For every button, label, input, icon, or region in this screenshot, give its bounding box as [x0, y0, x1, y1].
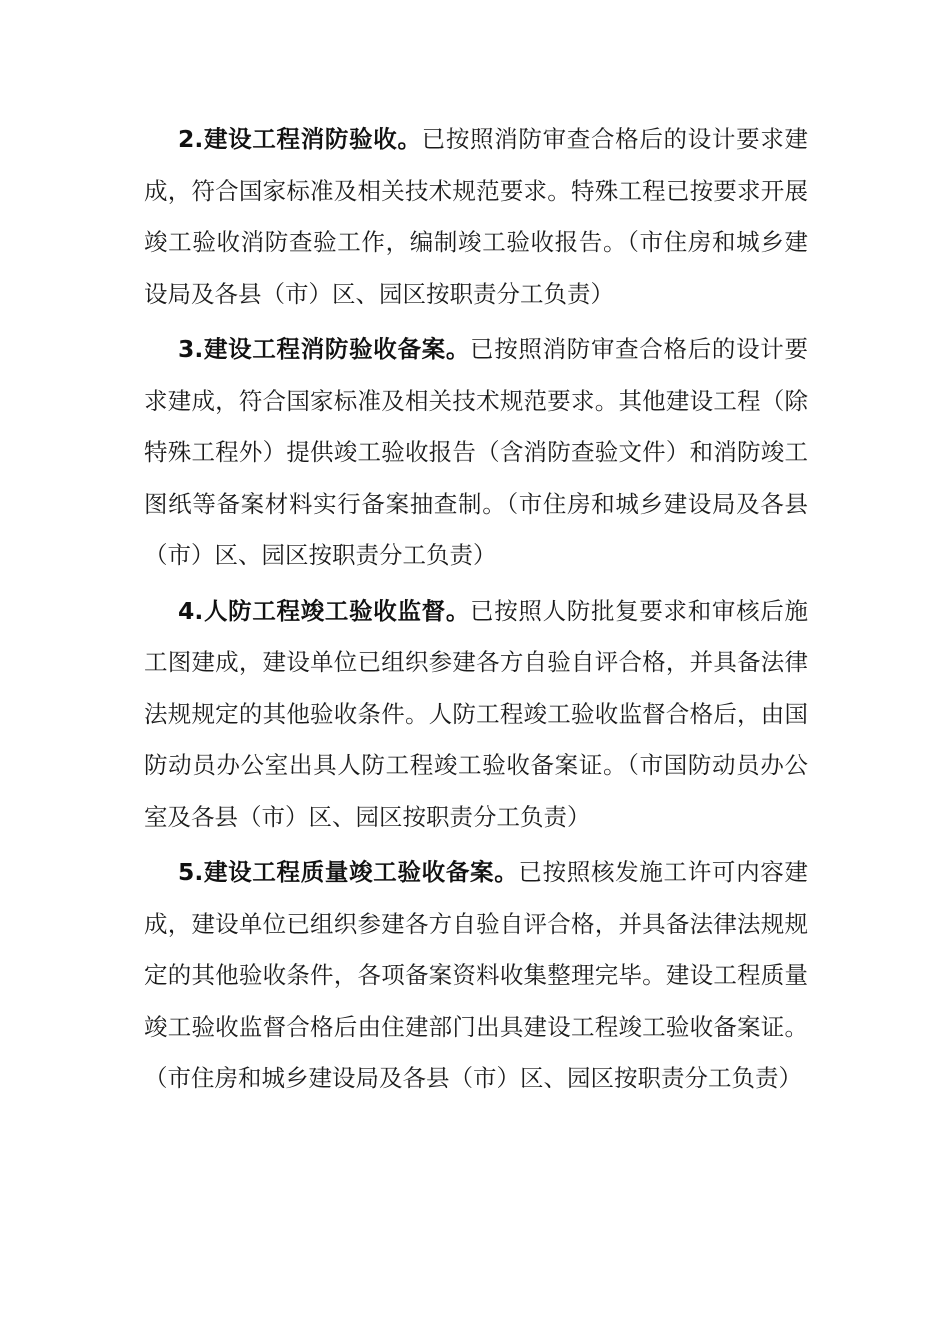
- paragraph-title: 3.建设工程消防验收备案。: [178, 335, 471, 363]
- paragraph-fire-acceptance-filing: [144, 324, 808, 582]
- paragraph-text: 已按照核发施工许可内容建成，建设单位已组织参建各方自验自评合格，并具备法律法规规定的其他验收条件，各项备案资料收集整理完毕。建设工程质量竣工验收监督合格后由住建部门出具建设工程竣工验收备案证。（市住房和城乡建设局及各县（市）区、园区按职责分工负责）: [144, 858, 808, 1092]
- paragraph-text: 已按照消防审查合格后的设计要求建成，符合国家标准及相关技术规范要求。特殊工程已按要求开展竣工验收消防查验工作，编制竣工验收报告。（市住房和城乡建设局及各县（市）区、园区按职责分工负责）: [144, 125, 809, 308]
- document-body: [144, 114, 808, 1109]
- paragraph-title: 4.人防工程竣工验收监督。: [178, 596, 471, 625]
- paragraph-civil-defense-supervision: [144, 586, 808, 844]
- paragraph-fire-acceptance: [144, 114, 808, 320]
- paragraph-text: 已按照消防审查合格后的设计要求建成，符合国家标准及相关技术规范要求。其他建设工程（除特殊工程外）提供竣工验收报告（含消防查验文件）和消防竣工图纸等备案材料实行备案抽查制。（市住房和城乡建设局及各县（市）区、园区按职责分工负责）: [144, 335, 809, 569]
- paragraph-title: 5.建设工程质量竣工验收备案。: [178, 858, 519, 886]
- paragraph-text: 已按照人防批复要求和审核后施工图建成，建设单位已组织参建各方自验自评合格，并具备法律法规规定的其他验收条件。人防工程竣工验收监督合格后，由国防动员办公室出具人防工程竣工验收备案证。（市国防动员办公室及各县（市）区、园区按职责分工负责）: [144, 596, 809, 831]
- paragraph-title: 2.建设工程消防验收。: [178, 125, 422, 153]
- paragraph-quality-acceptance-filing: [144, 847, 808, 1105]
